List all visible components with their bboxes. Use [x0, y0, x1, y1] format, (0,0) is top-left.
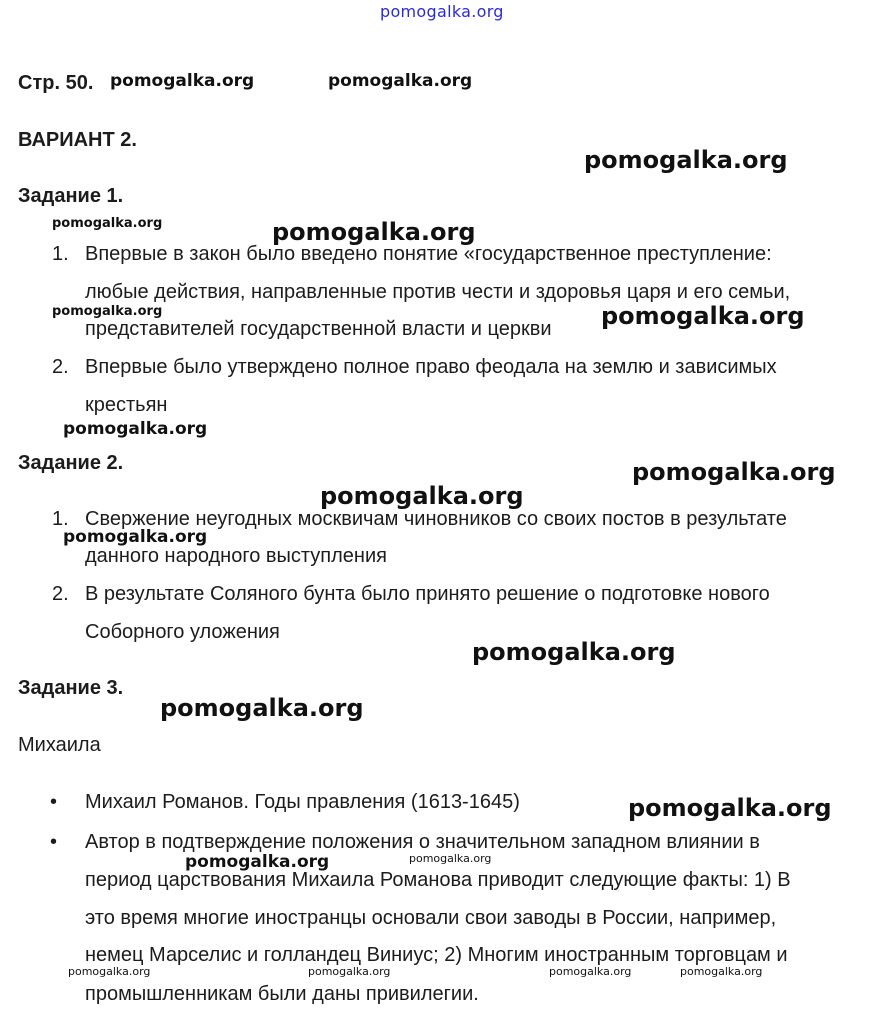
- watermark: pomogalka.org: [472, 638, 676, 666]
- watermark: pomogalka.org: [52, 216, 163, 231]
- page-header: Стр. 50.: [18, 72, 94, 94]
- task3-bullet2-line4: немец Марселис и голландец Виниус; 2) Многим иностранным торговцам и: [85, 944, 788, 966]
- watermark: pomogalka.org: [63, 527, 208, 547]
- watermark: pomogalka.org: [328, 71, 473, 91]
- watermark: pomogalka.org: [185, 852, 330, 872]
- task3-bullet2-line2: период царствования Михаила Романова приводит следующие факты: 1) В: [85, 869, 791, 891]
- watermark: pomogalka.org: [63, 419, 208, 439]
- watermark: pomogalka.org: [549, 965, 632, 978]
- task3-intro: Михаила: [18, 734, 101, 756]
- task1-item2-line2: крестьян: [85, 394, 168, 416]
- task3-bullet2-line3: это время многие иностранцы основали свои заводы в России, например,: [85, 907, 777, 929]
- watermark: pomogalka.org: [160, 694, 364, 722]
- task1-item2-line1: Впервые было утверждено полное право феодала на землю и зависимых: [85, 356, 777, 378]
- watermark: pomogalka.org: [110, 71, 255, 91]
- watermark: pomogalka.org: [68, 965, 151, 978]
- task3-bullet1-line1: Михаил Романов. Годы правления (1613-1645): [85, 791, 520, 813]
- watermark: pomogalka.org: [632, 458, 836, 486]
- task3-bullet2-line1: Автор в подтверждение положения о значительном западном влиянии в: [85, 831, 760, 853]
- watermark: pomogalka.org: [601, 302, 805, 330]
- task2-title: Задание 2.: [18, 452, 124, 474]
- task1-item1-line3: представителей государственной власти и церкви: [85, 318, 552, 340]
- watermark-top: pomogalka.org: [380, 2, 504, 21]
- task2-item1-line1: Свержение неугодных москвичам чиновников со своих постов в результате: [85, 508, 787, 530]
- task1-item1-number: 1.: [52, 243, 69, 265]
- watermark: pomogalka.org: [272, 218, 476, 246]
- task1-item2-number: 2.: [52, 356, 69, 378]
- watermark: pomogalka.org: [320, 482, 524, 510]
- watermark: pomogalka.org: [409, 852, 492, 865]
- watermark: pomogalka.org: [680, 965, 763, 978]
- task2-item1-number: 1.: [52, 508, 69, 530]
- watermark: pomogalka.org: [308, 965, 391, 978]
- watermark: pomogalka.org: [628, 794, 832, 822]
- task1-title: Задание 1.: [18, 185, 124, 207]
- watermark: pomogalka.org: [584, 146, 788, 174]
- watermark: pomogalka.org: [52, 304, 163, 319]
- variant-heading: ВАРИАНТ 2.: [18, 129, 137, 151]
- bullet: •: [50, 831, 58, 853]
- task1-item1-line2: любые действия, направленные против чести и здоровья царя и его семьи,: [85, 281, 791, 303]
- task2-item2-number: 2.: [52, 583, 69, 605]
- task3-title: Задание 3.: [18, 677, 124, 699]
- task3-bullet2-line5: промышленникам были даны привилегии.: [85, 983, 479, 1005]
- task2-item2-line2: Соборного уложения: [85, 621, 280, 643]
- task2-item2-line1: В результате Соляного бунта было принято решение о подготовке нового: [85, 583, 770, 605]
- task2-item1-line2: данного народного выступления: [85, 545, 387, 567]
- task1-item1-line1: Впервые в закон было введено понятие «государственное преступление:: [85, 243, 772, 265]
- bullet: •: [50, 791, 58, 813]
